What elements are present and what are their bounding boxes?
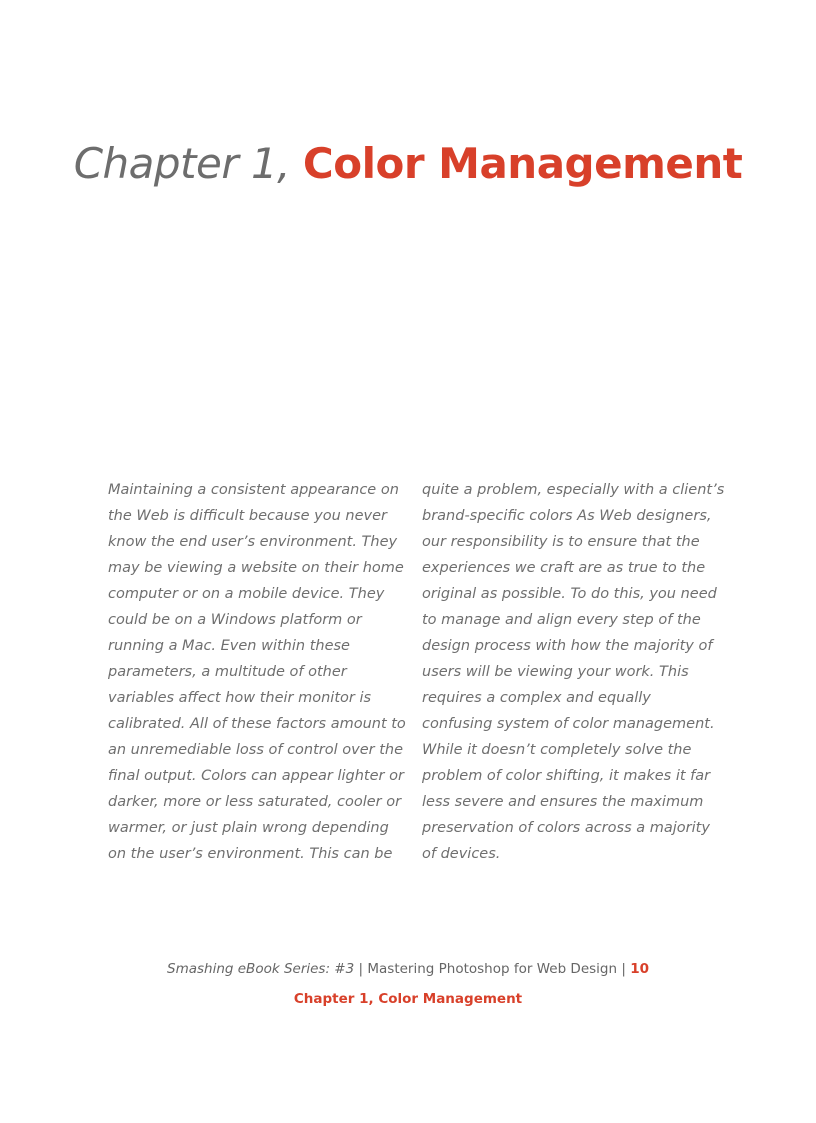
page-number: 10	[630, 961, 649, 977]
body-line: users will be viewing your work. This	[422, 664, 689, 680]
body-line: experiences we craft are as true to the	[422, 560, 706, 576]
chapter-number: Chapter 1,	[73, 139, 291, 188]
body-line: Maintaining a consistent appearance on	[108, 482, 399, 498]
body-column-right	[422, 477, 725, 867]
body-line: darker, more or less saturated, cooler or	[108, 794, 402, 810]
body-line: may be viewing a website on their home	[108, 560, 404, 576]
footer-separator: |	[621, 961, 626, 977]
body-line: confusing system of color management.	[422, 716, 715, 732]
body-line: running a Mac. Even within these	[108, 638, 350, 654]
footer-book-title: Mastering Photoshop for Web Design	[367, 961, 618, 977]
footer-chapter-title: Chapter 1, Color Management	[293, 991, 523, 1007]
body-line: of devices.	[422, 846, 501, 862]
body-line: know the end user’s environment. They	[108, 534, 398, 550]
body-line: variables affect how their monitor is	[108, 690, 372, 706]
footer-series: Smashing eBook Series: #3	[167, 961, 355, 977]
body-column-left	[108, 477, 406, 867]
body-line: problem of color shifting, it makes it far	[422, 768, 711, 784]
chapter-title: Color Management	[302, 139, 743, 188]
body-line: final output. Colors can appear lighter or	[108, 768, 404, 784]
body-line: parameters, a multitude of other	[108, 664, 347, 680]
body-line: quite a problem, especially with a client’s	[422, 482, 725, 498]
body-line: could be on a Windows platform or	[108, 612, 362, 628]
body-line: original as possible. To do this, you need	[422, 586, 717, 602]
chapter-heading	[0, 138, 816, 190]
body-line: preservation of colors across a majority	[422, 820, 710, 836]
page-footer	[0, 958, 816, 980]
footer-separator: |	[358, 961, 364, 977]
body-line: an unremediable loss of control over the	[108, 742, 404, 758]
body-line: brand-specific colors As Web designers,	[422, 508, 712, 524]
body-line: design process with how the majority of	[422, 638, 713, 654]
body-line: computer or on a mobile device. They	[108, 586, 385, 602]
body-text	[108, 477, 725, 867]
body-line: to manage and align every step of the	[422, 612, 701, 628]
body-line: less severe and ensures the maximum	[422, 794, 704, 810]
body-line: on the user’s environment. This can be	[108, 846, 393, 862]
body-line: requires a complex and equally	[422, 690, 651, 706]
body-line: our responsibility is to ensure that the	[422, 534, 700, 550]
body-line: calibrated. All of these factors amount to	[108, 716, 406, 732]
body-line: While it doesn’t completely solve the	[422, 742, 692, 758]
body-line: warmer, or just plain wrong depending	[108, 820, 389, 836]
body-line: the Web is difficult because you never	[108, 508, 387, 524]
